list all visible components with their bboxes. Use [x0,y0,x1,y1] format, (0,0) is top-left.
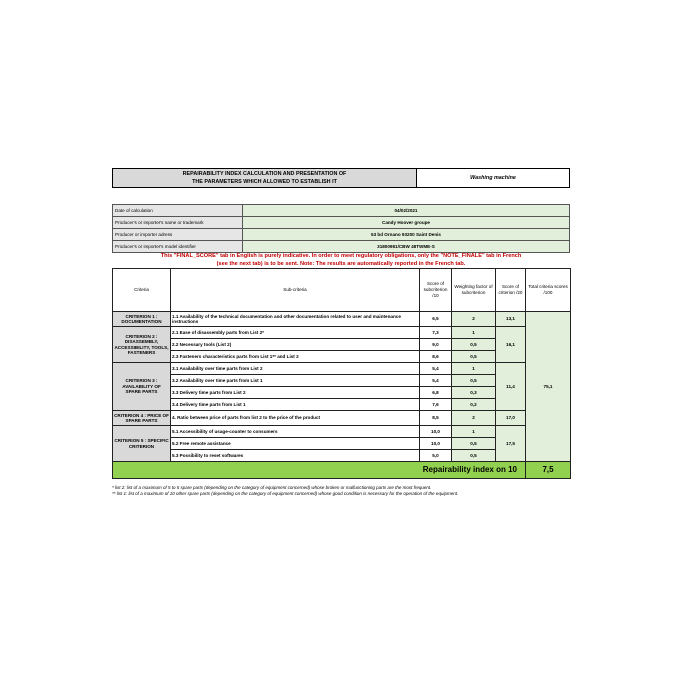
subcriterion: 2.1 Ease of disassembly parts from List 2* [171,327,420,339]
warning-line-2: (see the next tab) is to be sent. Note: The results are automatically reported in the French tab. [216,261,466,267]
table-row [113,327,571,339]
criterion-score: 11,4 [496,363,526,411]
subcriterion-score: 10,0 [420,438,452,450]
weighting-factor: 0,5 [452,351,496,363]
col-score-sub: Score of subcriterion /10 [420,269,452,312]
info-label: Producer or importer adress [113,229,243,241]
subcriterion-score: 8,5 [420,411,452,426]
info-label: Producer's or importer's model identifier [113,241,243,253]
info-value: 04/02/2021 [243,205,570,217]
criterion-score: 16,1 [496,327,526,363]
subcriterion-score: 6,8 [420,387,452,399]
table-row [113,312,571,327]
warning-line-1: This "FINAL_SCORE" tab in English is purely indicative. In order to meet regulatory obligations, only the "NOTE_FINALE" tab in French [160,253,522,259]
info-value: 53 bd Ornano 93200 Saint Denis [243,229,570,241]
footer-row [113,462,571,479]
info-value: 31800981/CBW 48TWME-S [243,241,570,253]
header-box [112,168,570,188]
criterion-2: CRITERION 2 : DISASSEMBLY, ACCESSIBILITY, TOOLS, FASTENERS [113,327,171,363]
total-score: 75,1 [526,312,571,462]
weighting-factor: 0,5 [452,375,496,387]
subcriterion-score: 7,3 [420,327,452,339]
weighting-factor: 1 [452,327,496,339]
col-criteria: Criteria [113,269,171,312]
subcriterion: 5.2 Free remote assistance [171,438,420,450]
subcriterion: 5.3 Possibility to reset softwares [171,450,420,462]
col-score-crit: Score of criterion /20 [496,269,526,312]
warning-text [112,252,570,268]
table-row [113,411,571,426]
scores-table [112,268,571,479]
info-row [113,205,570,217]
weighting-factor: 0,5 [452,438,496,450]
subcriterion: 5.1 Accessibility of usage-counter to consumers [171,426,420,438]
weighting-factor: 0,3 [452,387,496,399]
subcriterion-score: 10,0 [420,426,452,438]
subcriterion: 3.2 Availability over time parts from List 1 [171,375,420,387]
weighting-factor: 0,5 [452,339,496,351]
info-value: Candy Hoover groupe [243,217,570,229]
sheet-title [113,169,417,187]
subcriterion: 2.3 Fasteners characteristics parts from List 1** and List 2 [171,351,420,363]
footnotes [112,485,582,497]
info-label: Producer's or importer's name or trademark [113,217,243,229]
subcriterion-score: 6,5 [420,312,452,327]
info-row [113,217,570,229]
weighting-factor: 2 [452,411,496,426]
weighting-factor: 2 [452,312,496,327]
weighting-factor: 0,5 [452,450,496,462]
criterion-5: CRITERION 5 : SPECIFIC CRITERION [113,426,171,462]
subcriterion-score: 5,4 [420,363,452,375]
title-line-1: REPAIRABILITY INDEX CALCULATION AND PRESENTATION OF [182,171,347,177]
col-total: Total criteria scores /100 [526,269,571,312]
subcriterion: 3.1 Availability over time parts from List 2 [171,363,420,375]
subcriterion: 3.4 Delivery time parts from List 1 [171,399,420,411]
table-row [113,363,571,375]
subcriterion-score: 5,4 [420,375,452,387]
subcriterion: 3.3 Delivery time parts from List 2 [171,387,420,399]
weighting-factor: 0,2 [452,399,496,411]
footnote-2: ** list 1: list of a maximum of 10 other spare parts (depending on the category of equipment concerned) whose good condition is necessary for the operation of the equipment. [112,491,459,496]
subcriterion: 4. Ratio between price of parts from list 2 to the price of the product [171,411,420,426]
info-label: Date of calculation [113,205,243,217]
table-row [113,426,571,438]
criterion-4: CRITERION 4 : PRICE OF SPARE PARTS [113,411,171,426]
weighting-factor: 1 [452,426,496,438]
criterion-3: CRITERION 3 : AVAILABILITY OF SPARE PARTS [113,363,171,411]
subcriterion: 1.1 Availability of the technical documentation and other documentation related to user and maintenance instructions [171,312,420,327]
footnote-1: * list 2: list of a maximum of 5 to 5 spare parts (depending on the category of equipment concerned) whose broken or malfunctioning parts are the most frequent. [112,485,432,490]
repairability-index-label: Repairability index on 10 [113,462,526,479]
subcriterion-score: 9,0 [420,339,452,351]
product-type: Washing machine [470,175,516,181]
info-row [113,229,570,241]
criterion-1: CRITERION 1 : DOCUMENTATION [113,312,171,327]
subcriterion-score: 8,6 [420,351,452,363]
info-row [113,241,570,253]
criterion-score: 17,5 [496,426,526,462]
criterion-score: 17,0 [496,411,526,426]
weighting-factor: 1 [452,363,496,375]
subcriterion: 2.2 Necessary tools (List 2) [171,339,420,351]
criterion-score: 13,1 [496,312,526,327]
col-subcriteria: Sub-criteria [171,269,420,312]
subcriterion-score: 7,6 [420,399,452,411]
info-table [112,204,570,253]
title-line-2: THE PARAMETERS WHICH ALLOWED TO ESTABLISH IT [192,178,337,185]
col-weight: Weighting factor of subcriterion [452,269,496,312]
subcriterion-score: 5,0 [420,450,452,462]
repairability-index-value: 7,5 [526,462,571,479]
table-header-row [113,269,571,312]
